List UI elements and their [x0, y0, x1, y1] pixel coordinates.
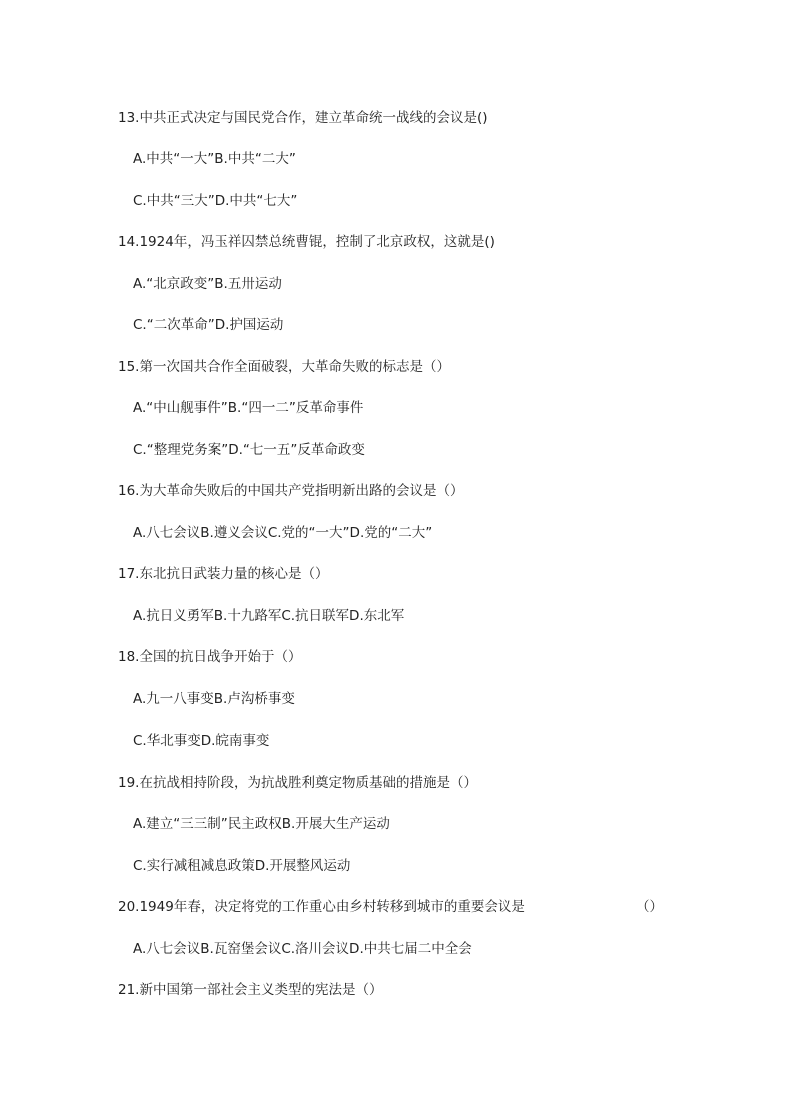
question-18-options-ab: A.九一八事变B.卢沟桥事变 — [133, 691, 295, 707]
question-13-stem: 13.中共正式决定与国民党合作，建立革命统一战线的会议是() — [118, 110, 488, 126]
question-16-stem: 16.为大革命失败后的中国共产党指明新出路的会议是（） — [118, 483, 464, 499]
question-17-options: A.抗日义勇军B.十九路军C.抗日联军D.东北军 — [133, 608, 405, 624]
question-18-stem: 18.全国的抗日战争开始于（） — [118, 649, 302, 665]
question-19-stem: 19.在抗战相持阶段，为抗战胜利奠定物质基础的措施是（） — [118, 775, 477, 791]
question-17-stem: 17.东北抗日武装力量的核心是（） — [118, 566, 329, 582]
question-14-stem: 14.1924年，冯玉祥囚禁总统曹锟，控制了北京政权，这就是() — [118, 234, 495, 250]
question-14-options-cd: C.“二次革命”D.护国运动 — [133, 317, 284, 333]
question-13-options-cd: C.中共“三大”D.中共“七大” — [133, 193, 298, 209]
question-20-answer-parentheses: （） — [636, 899, 663, 915]
question-16-options: A.八七会议B.遵义会议C.党的“一大”D.党的“二大” — [133, 525, 433, 541]
question-14-options-ab: A.“北京政变”B.五卅运动 — [133, 276, 282, 292]
question-20-stem: 20.1949年春，决定将党的工作重心由乡村转移到城市的重要会议是 — [118, 899, 525, 915]
question-15-stem: 15.第一次国共合作全面破裂，大革命失败的标志是（） — [118, 359, 450, 375]
question-21-stem: 21.新中国第一部社会主义类型的宪法是（） — [118, 982, 383, 998]
question-13-options-ab: A.中共“一大”B.中共“二大” — [133, 151, 296, 167]
question-18-options-cd: C.华北事变D.皖南事变 — [133, 733, 270, 749]
question-15-options-ab: A.“中山舰事件”B.“四一二”反革命事件 — [133, 400, 364, 416]
question-20-options: A.八七会议B.瓦窑堡会议C.洛川会议D.中共七届二中全会 — [133, 941, 472, 957]
question-19-options-cd: C.实行减租减息政策D.开展整风运动 — [133, 858, 351, 874]
question-15-options-cd: C.“整理党务案”D.“七一五”反革命政变 — [133, 442, 365, 458]
question-19-options-ab: A.建立“三三制”民主政权B.开展大生产运动 — [133, 816, 390, 832]
